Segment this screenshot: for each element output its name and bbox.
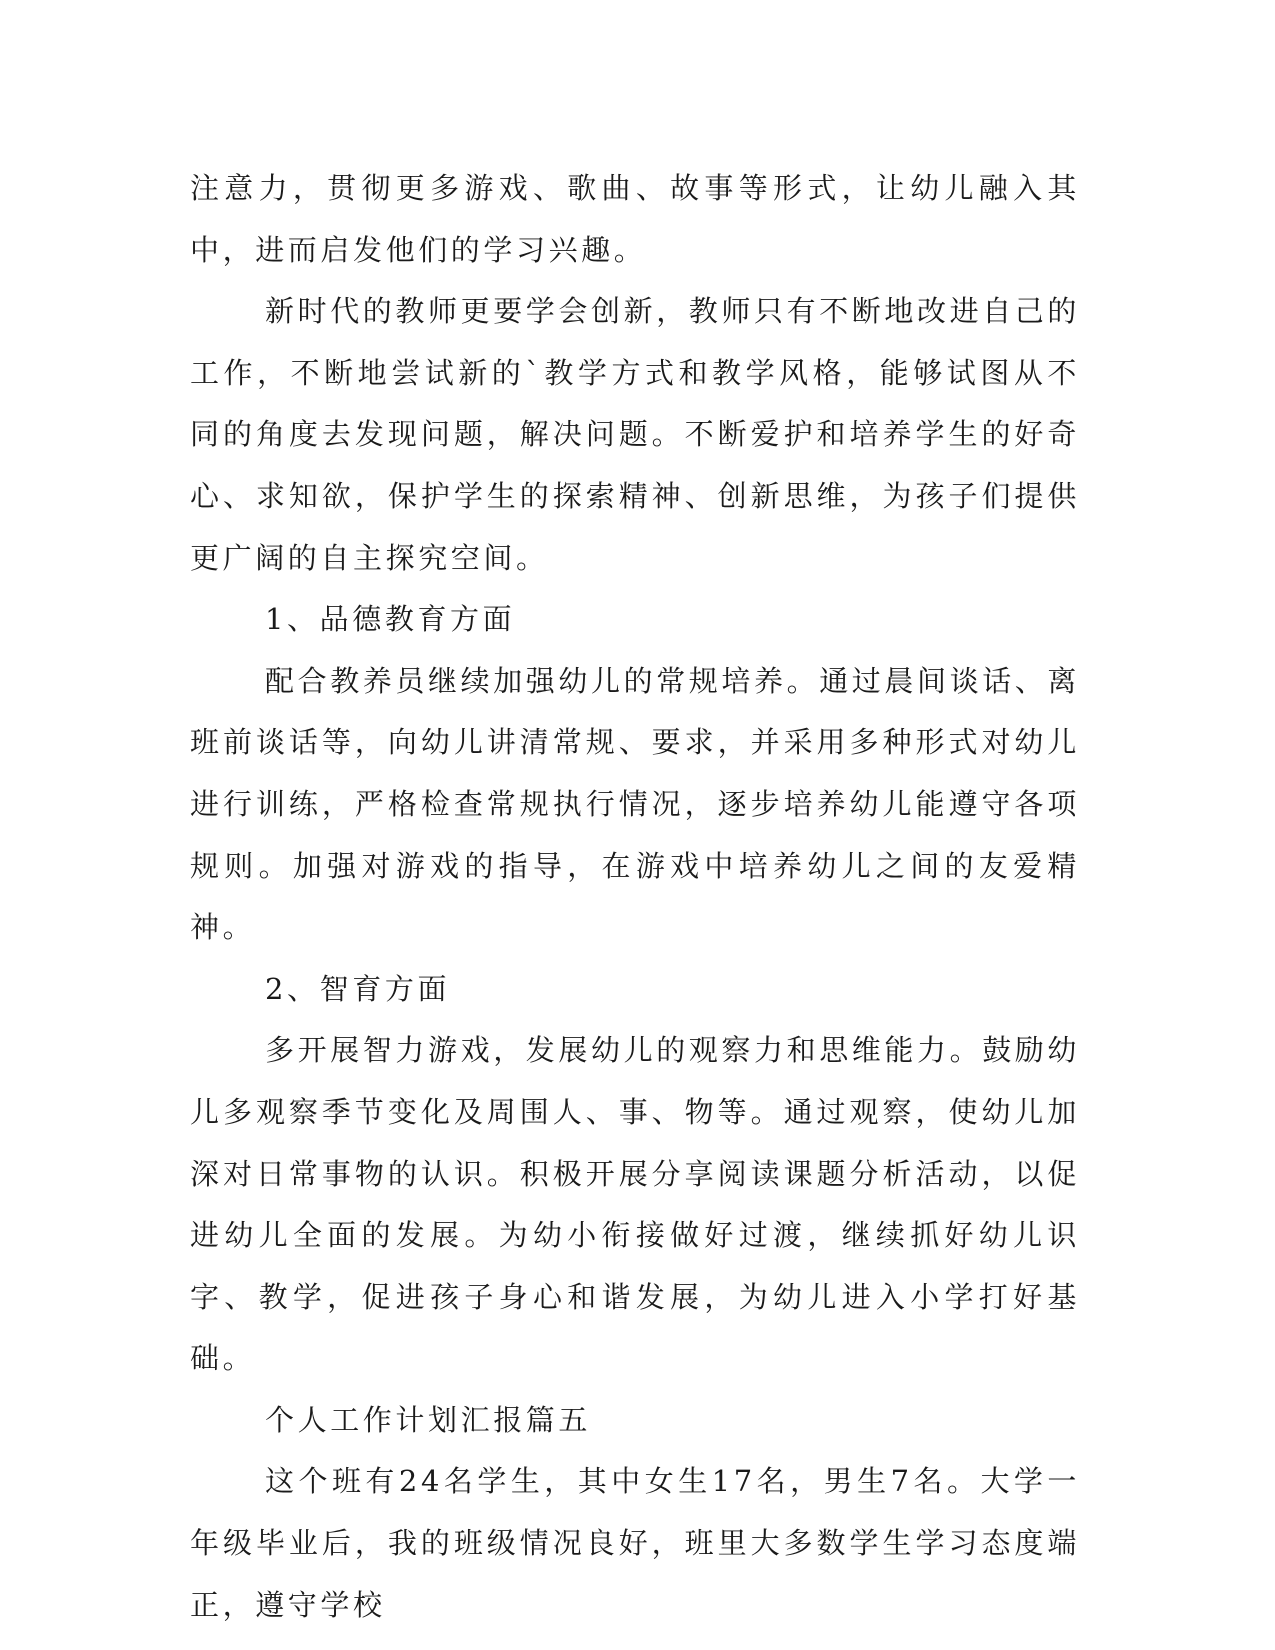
- document-body: [190, 158, 1080, 1636]
- paragraph-class-info: 这个班有24名学生，其中女生17名，男生7名。大学一年级毕业后，我的班级情况良好，班里大多数学生学习态度端正，遵守学校: [190, 1464, 1080, 1622]
- heading-intellectual-education: 2、智育方面: [265, 971, 451, 1006]
- paragraph-innovation: 新时代的教师更要学会创新，教师只有不断地改进自己的工作，不断地尝试新的`教学方式和教学风格，能够试图从不同的角度去发现问题，解决问题。不断爱护和培养学生的好奇心、求知欲，保护学生的探索精神、创新思维，为孩子们提供更广阔的自主探究空间。: [190, 294, 1081, 575]
- paragraph-intellectual-education: 多开展智力游戏，发展幼儿的观察力和思维能力。鼓励幼儿多观察季节变化及周围人、事、物等。通过观察，使幼儿加深对日常事物的认识。积极开展分享阅读课题分析活动，以促进幼儿全面的发展。为幼小衔接做好过渡，继续抓好幼儿识字、教学，促进孩子身心和谐发展，为幼儿进入小学打好基础。: [190, 1033, 1081, 1376]
- paragraph-moral-education: 配合教养员继续加强幼儿的常规培养。通过晨间谈话、离班前谈话等，向幼儿讲清常规、要求，并采用多种形式对幼儿进行训练，严格检查常规执行情况，逐步培养幼儿能遵守各项规则。加强对游戏的指导，在游戏中培养幼儿之间的友爱精神。: [190, 663, 1081, 945]
- heading-moral-education: 1、品德教育方面: [265, 602, 516, 637]
- paragraph-continuation: 注意力，贯彻更多游戏、歌曲、故事等形式，让幼儿融入其中，进而启发他们的学习兴趣。: [190, 171, 1080, 267]
- section-title: 个人工作计划汇报篇五: [265, 1402, 592, 1437]
